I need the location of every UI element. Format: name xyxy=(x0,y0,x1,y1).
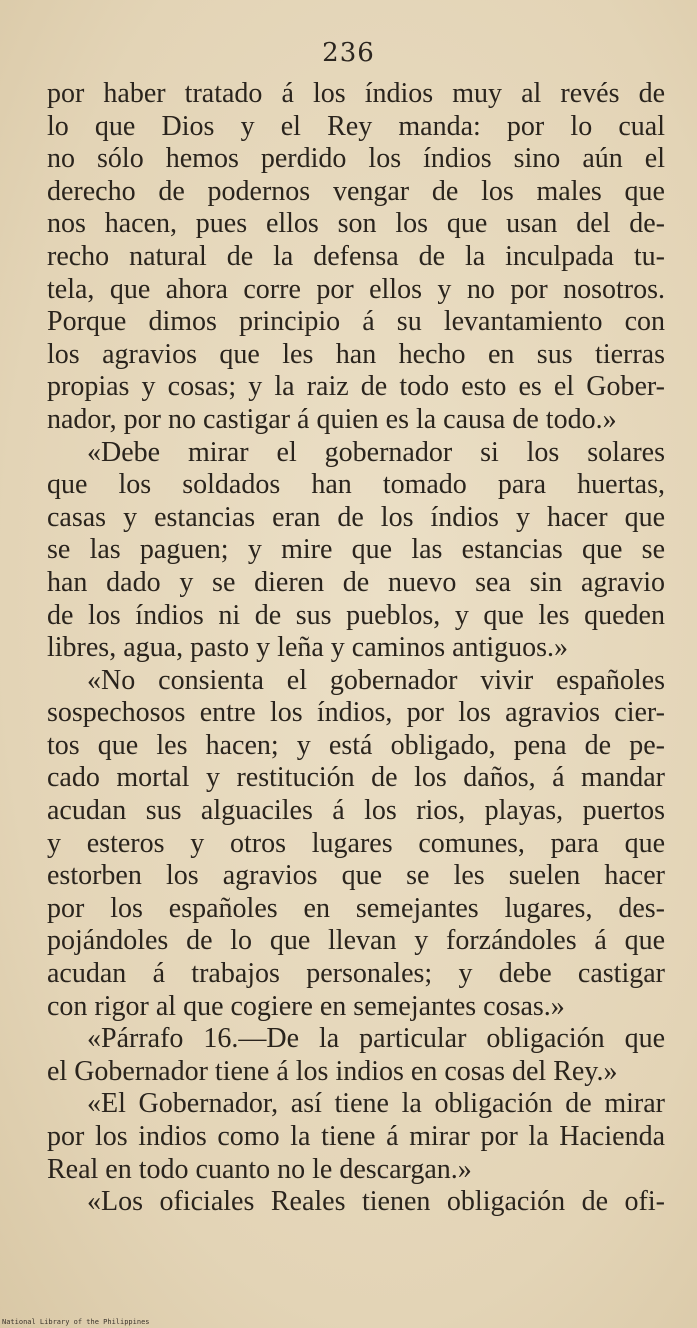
text-line: lo que Dios y el Rey manda: por lo cual xyxy=(47,110,665,142)
text-line: cado mortal y restitución de los daños, á mandar xyxy=(47,762,665,794)
text-line: de los índios ni de sus pueblos, y que les queden xyxy=(47,599,665,631)
text-line: por los indios como la tiene á mirar por la Hacienda xyxy=(47,1121,665,1152)
text-line: nador, por no castigar á quien es la causa de todo.» xyxy=(47,403,617,435)
text-line: que los soldados han tomado para huertas, xyxy=(47,469,665,501)
text-line: por los españoles en semejantes lugares, des- xyxy=(47,892,665,924)
text-line: Porque dimos principio á su levantamiento con xyxy=(47,306,665,338)
text-line: sospechosos entre los índios, por los agravios cier- xyxy=(47,697,665,729)
text-line: los agravios que les han hecho en sus tierras xyxy=(47,338,665,370)
text-line: por haber tratado á los índios muy al revés de xyxy=(47,78,665,109)
section-heading-line: el Gobernador tiene á los indios en cosas del Rey.» xyxy=(47,1055,618,1087)
text-line: tela, que ahora corre por ellos y no por nosotros. xyxy=(47,273,665,305)
text-line: acudan sus alguaciles á los rios, playas, puertos xyxy=(47,795,665,827)
text-line: derecho de podernos vengar de los males que xyxy=(47,175,665,207)
library-footer: National Library of the Philippines xyxy=(2,1318,150,1326)
text-line: nos hacen, pues ellos son los que usan del de- xyxy=(47,208,665,240)
body-text xyxy=(47,78,665,1219)
text-line: se las paguen; y mire que las estancias que se xyxy=(47,534,665,566)
text-line: pojándoles de lo que llevan y forzándoles á que xyxy=(47,925,665,957)
text-line: no sólo hemos perdido los índios sino aún el xyxy=(47,143,665,175)
text-line: recho natural de la defensa de la inculpada tu- xyxy=(47,240,665,272)
text-line: propias y cosas; y la raiz de todo esto es el Gober- xyxy=(47,371,665,403)
text-line: casas y estancias eran de los índios y hacer que xyxy=(47,501,665,533)
text-line: «El Gobernador, así tiene la obligación de mirar xyxy=(87,1088,665,1120)
text-line: tos que les hacen; y está obligado, pena de pe- xyxy=(47,729,665,761)
text-line: libres, agua, pasto y leña y caminos antiguos.» xyxy=(47,632,568,664)
text-line: «Los oficiales Reales tienen obligación de ofi- xyxy=(87,1186,665,1218)
section-heading-line: «Párrafo 16.—De la particular obligación que xyxy=(87,1023,665,1055)
text-line: y esteros y otros lugares comunes, para que xyxy=(47,827,665,859)
text-line: han dado y se dieren de nuevo sea sin agravio xyxy=(47,566,665,598)
page-number: 236 xyxy=(322,38,375,68)
text-line: «Debe mirar el gobernador si los solares xyxy=(87,436,665,468)
text-line: «No consienta el gobernador vivir españoles xyxy=(87,664,665,696)
text-line: estorben los agravios que se les suelen hacer xyxy=(47,860,665,892)
text-line: acudan á trabajos personales; y debe castigar xyxy=(47,958,665,990)
text-line: con rigor al que cogiere en semejantes cosas.» xyxy=(47,990,565,1022)
text-line: Real en todo cuanto no le descargan.» xyxy=(47,1153,472,1185)
